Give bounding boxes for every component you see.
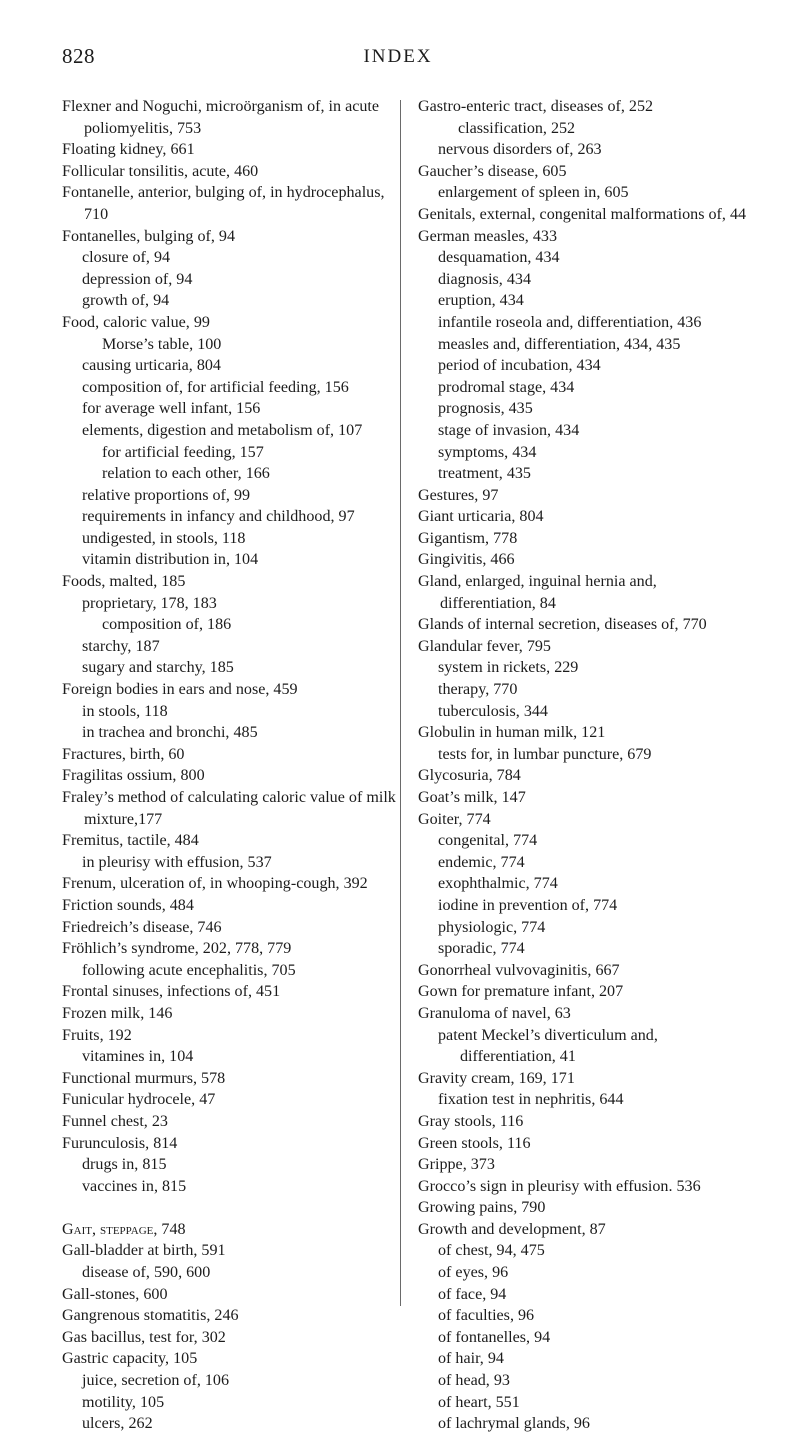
index-subentry: physiologic, 774	[438, 918, 546, 936]
index-entry: Genitals, external, congenital malformations of, 44	[418, 205, 747, 223]
index-entry: Friction sounds, 484	[62, 896, 194, 914]
index-subentry: stage of invasion, 434	[438, 421, 580, 439]
index-subentry: composition of, for artificial feeding, 156	[82, 378, 349, 396]
index-entry: Giant urticaria, 804	[418, 508, 544, 526]
index-subentry: motility, 105	[82, 1393, 165, 1411]
index-subentry: infantile roseola and, differentiation, 436	[438, 313, 702, 331]
index-subentry: elements, digestion and metabolism of, 107	[82, 421, 363, 439]
index-entry: Goiter, 774	[418, 810, 491, 828]
index-entry: Gastric capacity, 105	[62, 1350, 198, 1368]
index-entry: Grocco’s sign in pleurisy with effusion. 536	[418, 1177, 701, 1195]
index-subentry: prognosis, 435	[438, 400, 533, 418]
index-subentry: in pleurisy with effusion, 537	[82, 853, 272, 871]
index-entry: German measles, 433	[418, 227, 557, 245]
index-entry: Green stools, 116	[418, 1134, 531, 1152]
column-divider	[400, 100, 401, 1306]
index-subentry: vitamines in, 104	[82, 1048, 194, 1066]
index-subentry: tests for, in lumbar puncture, 679	[438, 745, 652, 763]
index-entry: Gall-stones, 600	[62, 1285, 168, 1303]
index-subentry: in stools, 118	[82, 702, 168, 720]
index-entry: Funnel chest, 23	[62, 1112, 168, 1130]
index-subentry: symptoms, 434	[438, 443, 537, 461]
index-entry: Gland, enlarged, inguinal hernia and, differentiation, 84	[418, 573, 657, 612]
index-subentry: enlargement of spleen in, 605	[438, 184, 629, 202]
index-subentry: for average well infant, 156	[82, 400, 261, 418]
index-subentry: of lachrymal glands, 96	[438, 1415, 590, 1433]
index-entry: Floating kidney, 661	[62, 141, 195, 159]
index-subentry: therapy, 770	[438, 681, 518, 699]
index-entry: Gestures, 97	[418, 486, 499, 504]
index-subentry: of head, 93	[438, 1372, 510, 1390]
index-subentry: causing urticaria, 804	[82, 357, 221, 375]
index-entry: Growing pains, 790	[418, 1199, 546, 1217]
index-entry: Furunculosis, 814	[62, 1134, 178, 1152]
index-entry: Fontanelles, bulging of, 94	[62, 227, 235, 245]
index-entry: Gangrenous stomatitis, 246	[62, 1307, 239, 1325]
page-number: 828	[62, 44, 95, 68]
index-subentry: undigested, in stools, 118	[82, 529, 246, 547]
index-column-left	[62, 96, 398, 1435]
index-entry: Fontanelle, anterior, bulging of, in hydrocephalus, 710	[62, 184, 385, 223]
index-entry: Frenum, ulceration of, in whooping-cough, 392	[62, 875, 368, 893]
index-entry: Funicular hydrocele, 47	[62, 1091, 216, 1109]
index-entry: Foods, malted, 185	[62, 573, 186, 591]
index-subentry: classification, 252	[458, 119, 576, 137]
index-subentry: starchy, 187	[82, 637, 160, 655]
index-entry: Glycosuria, 784	[418, 767, 521, 785]
index-entry: Gonorrheal vulvovaginitis, 667	[418, 961, 620, 979]
index-subentry: Morse’s table, 100	[102, 335, 222, 353]
index-entry: Fractures, birth, 60	[62, 745, 185, 763]
index-subentry: relative proportions of, 99	[82, 486, 251, 504]
index-subentry: for artificial feeding, 157	[102, 443, 264, 461]
index-entry: Follicular tonsilitis, acute, 460	[62, 162, 259, 180]
index-entry: Frozen milk, 146	[62, 1004, 173, 1022]
index-subentry: of face, 94	[438, 1285, 507, 1303]
index-entry: Gravity cream, 169, 171	[418, 1069, 575, 1087]
index-entry: Foreign bodies in ears and nose, 459	[62, 681, 298, 699]
index-subentry: requirements in infancy and childhood, 97	[82, 508, 355, 526]
index-entry: Gigantism, 778	[418, 529, 518, 547]
index-subentry: ulcers, 262	[82, 1415, 153, 1433]
index-subentry: proprietary, 178, 183	[82, 594, 217, 612]
index-entry: Fragilitas ossium, 800	[62, 767, 205, 785]
index-subentry: of heart, 551	[438, 1393, 520, 1411]
index-subentry: vitamin distribution in, 104	[82, 551, 259, 569]
index-subentry: desquamation, 434	[438, 249, 560, 267]
index-subentry: sporadic, 774	[438, 940, 525, 958]
index-subentry: congenital, 774	[438, 832, 538, 850]
index-entry: Glandular fever, 795	[418, 637, 551, 655]
index-subentry: following acute encephalitis, 705	[82, 961, 296, 979]
index-subentry: patent Meckel’s diverticulum and, differentiation, 41	[438, 1026, 658, 1066]
index-entry: Fremitus, tactile, 484	[62, 832, 199, 850]
index-entry: Gray stools, 116	[418, 1112, 524, 1130]
page-header	[62, 44, 734, 74]
index-entry: Food, caloric value, 99	[62, 313, 210, 331]
index-entry: Gingivitis, 466	[418, 551, 515, 569]
index-entry: Globulin in human milk, 121	[418, 724, 606, 742]
index-entry: Granuloma of navel, 63	[418, 1004, 571, 1022]
index-subentry: sugary and starchy, 185	[82, 659, 234, 677]
index-entry: Fraley’s method of calculating caloric value of milk mixture,177	[62, 789, 396, 828]
index-entry: Goat’s milk, 147	[418, 789, 526, 806]
index-subentry: system in rickets, 229	[438, 659, 579, 677]
index-entry: Flexner and Noguchi, microörganism of, in acute poliomyelitis, 753	[62, 98, 380, 137]
index-subentry: period of incubation, 434	[438, 357, 601, 375]
index-subentry: eruption, 434	[438, 292, 524, 310]
index-subentry: of eyes, 96	[438, 1264, 509, 1282]
index-entry: Grippe, 373	[418, 1156, 495, 1174]
index-entry: Glands of internal secretion, diseases of, 770	[418, 616, 707, 634]
index-entry: Fruits, 192	[62, 1026, 132, 1044]
index-subentry: relation to each other, 166	[102, 465, 270, 483]
index-subentry: iodine in prevention of, 774	[438, 896, 618, 914]
index-entry: Gaucher’s disease, 605	[418, 162, 567, 180]
index-subentry: diagnosis, 434	[438, 270, 531, 288]
index-entry: Gastro-enteric tract, diseases of, 252	[418, 98, 654, 115]
running-title: INDEX	[363, 46, 433, 67]
index-subentry: prodromal stage, 434	[438, 378, 575, 396]
index-subentry: composition of, 186	[102, 616, 232, 634]
index-entry: Growth and development, 87	[418, 1220, 606, 1238]
index-entry: Gall-bladder at birth, 591	[62, 1242, 226, 1260]
index-subentry: disease of, 590, 600	[82, 1264, 211, 1282]
index-subentry: growth of, 94	[82, 292, 170, 310]
section-gap	[62, 1197, 398, 1219]
index-subentry: in trachea and bronchi, 485	[82, 724, 258, 742]
index-entry: Fröhlich’s syndrome, 202, 778, 779	[62, 940, 292, 958]
index-subentry: nervous disorders of, 263	[438, 141, 602, 159]
index-subentry: depression of, 94	[82, 270, 193, 288]
index-entry: Functional murmurs, 578	[62, 1069, 226, 1087]
index-column-right	[418, 96, 754, 1435]
index-subentry: of fontanelles, 94	[438, 1328, 551, 1346]
index-subentry: drugs in, 815	[82, 1156, 167, 1174]
index-entry: Gown for premature infant, 207	[418, 983, 624, 1001]
index-entry: Gait, steppage, 748	[62, 1220, 186, 1238]
index-entry: Frontal sinuses, infections of, 451	[62, 983, 281, 1001]
index-entry: Friedreich’s disease, 746	[62, 918, 222, 936]
index-subentry: measles and, differentiation, 434, 435	[438, 335, 681, 353]
index-subentry: of hair, 94	[438, 1350, 504, 1368]
index-subentry: tuberculosis, 344	[438, 702, 548, 720]
index-subentry: endemic, 774	[438, 853, 525, 871]
index-subentry: vaccines in, 815	[82, 1177, 187, 1195]
index-subentry: of faculties, 96	[438, 1307, 535, 1325]
index-subentry: treatment, 435	[438, 465, 531, 483]
index-entry: Gas bacillus, test for, 302	[62, 1328, 226, 1346]
index-subentry: of chest, 94, 475	[438, 1242, 545, 1260]
index-subentry: fixation test in nephritis, 644	[438, 1091, 624, 1109]
index-subentry: closure of, 94	[82, 249, 171, 267]
index-subentry: exophthalmic, 774	[438, 875, 558, 893]
index-subentry: juice, secretion of, 106	[82, 1372, 230, 1390]
